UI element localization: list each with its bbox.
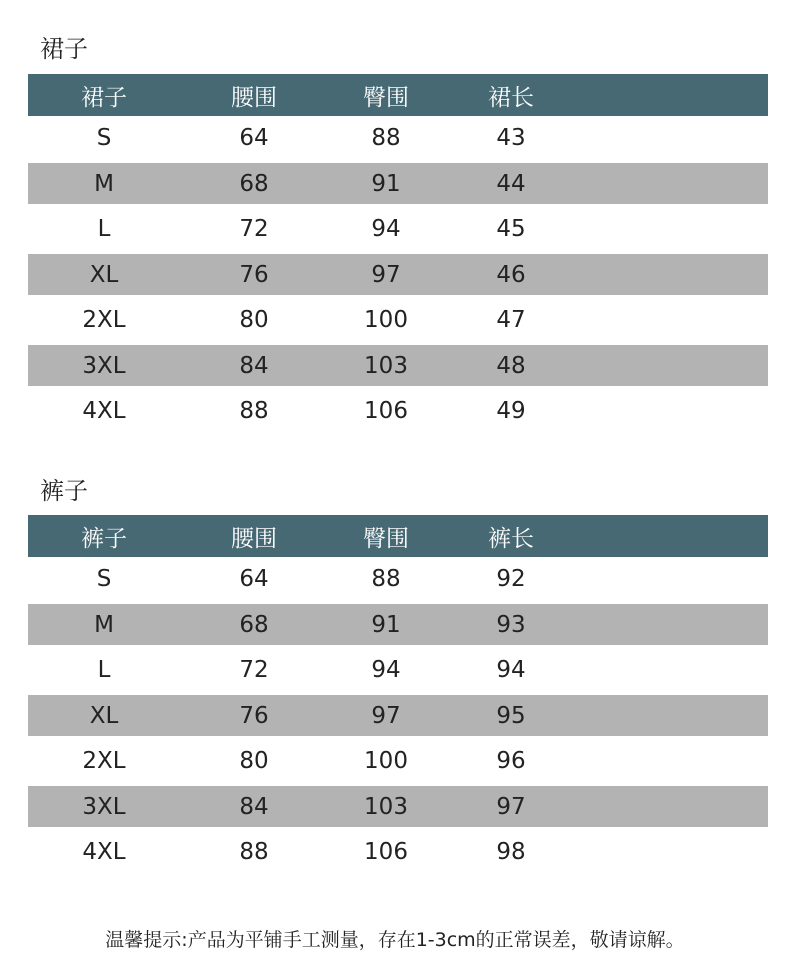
skirt-table-cell: 80 <box>239 307 269 333</box>
skirt-header-cell: 裙子 <box>81 84 127 111</box>
pants-table-cell: 76 <box>239 702 269 729</box>
pants-size-table <box>28 515 768 874</box>
pants-table-cell: 88 <box>239 839 269 865</box>
pants-table-cell: 96 <box>496 748 526 774</box>
skirt-header-cell: 裙长 <box>488 84 534 111</box>
pants-table-cell: 4XL <box>82 839 126 865</box>
pants-header-row <box>28 515 768 557</box>
pants-table-cell: M <box>94 611 114 638</box>
skirt-table-cell: 49 <box>496 398 526 424</box>
skirt-table-cell: M <box>94 170 114 197</box>
pants-table-cell: 3XL <box>82 793 126 820</box>
pants-table-row <box>28 557 768 601</box>
pants-table-cell: 68 <box>239 611 269 638</box>
skirt-table-cell: 45 <box>496 216 526 242</box>
pants-table-row <box>28 830 768 874</box>
pants-table-cell: 106 <box>364 839 408 865</box>
pants-table-cell: 97 <box>496 793 526 820</box>
skirt-table-cell: 100 <box>364 307 408 333</box>
skirt-table-row <box>28 116 768 160</box>
pants-section-title: 裤子 <box>40 477 88 505</box>
skirt-table-cell: 106 <box>364 398 408 424</box>
skirt-table-cell: L <box>97 216 111 242</box>
skirt-table-cell: XL <box>89 261 119 288</box>
pants-table-cell: 97 <box>371 702 401 729</box>
pants-table-cell: 80 <box>239 748 269 774</box>
pants-table-cell: 92 <box>496 566 526 592</box>
skirt-table-cell: 94 <box>371 216 401 242</box>
skirt-table-cell: S <box>96 125 112 151</box>
skirt-table-row <box>28 298 768 342</box>
skirt-size-table <box>28 74 768 433</box>
skirt-table-cell: 47 <box>496 307 526 333</box>
pants-table-cell: 72 <box>239 657 269 683</box>
skirt-header-cell: 腰围 <box>231 84 277 111</box>
pants-header-cell: 臀围 <box>363 525 409 552</box>
skirt-table-cell: 4XL <box>82 398 126 424</box>
skirt-table-cell: 97 <box>371 261 401 288</box>
skirt-table-cell: 46 <box>496 261 526 288</box>
skirt-table-cell: 68 <box>239 170 269 197</box>
skirt-table-cell: 3XL <box>82 352 126 379</box>
pants-table-cell: 91 <box>371 611 401 638</box>
skirt-table-row <box>28 207 768 251</box>
pants-header-cell: 裤长 <box>488 525 534 552</box>
pants-header-cell: 裤子 <box>81 525 127 552</box>
pants-table-cell: 94 <box>496 657 526 683</box>
skirt-table-cell: 103 <box>364 352 408 379</box>
skirt-table-cell: 91 <box>371 170 401 197</box>
skirt-table-row <box>28 345 768 386</box>
pants-table-cell: 2XL <box>82 748 126 774</box>
skirt-table-cell: 43 <box>496 125 526 151</box>
skirt-table-cell: 64 <box>239 125 269 151</box>
pants-table-row <box>28 648 768 692</box>
pants-table-cell: 84 <box>239 793 269 820</box>
pants-table-cell: 95 <box>496 702 526 729</box>
skirt-table-cell: 2XL <box>82 307 126 333</box>
pants-table-cell: 64 <box>239 566 269 592</box>
skirt-table-cell: 76 <box>239 261 269 288</box>
pants-table-row <box>28 786 768 827</box>
pants-table-cell: 98 <box>496 839 526 865</box>
pants-table-cell: XL <box>89 702 119 729</box>
skirt-table-cell: 88 <box>239 398 269 424</box>
pants-table-cell: 94 <box>371 657 401 683</box>
skirt-table-cell: 44 <box>496 170 526 197</box>
skirt-section-title: 裙子 <box>40 35 88 63</box>
pants-table-row <box>28 695 768 736</box>
skirt-header-cell: 臀围 <box>363 84 409 111</box>
pants-table-cell: 100 <box>364 748 408 774</box>
pants-table-cell: L <box>97 657 111 683</box>
pants-table-cell: 93 <box>496 611 526 638</box>
measurement-note: 温馨提示:产品为平铺手工测量，存在1-3cm的正常误差，敬请谅解。 <box>105 929 685 951</box>
pants-header-cell: 腰围 <box>231 525 277 552</box>
pants-table-cell: 103 <box>364 793 408 820</box>
skirt-table-cell: 72 <box>239 216 269 242</box>
skirt-table-cell: 84 <box>239 352 269 379</box>
skirt-header-row <box>28 74 768 116</box>
pants-table-row <box>28 739 768 783</box>
skirt-table-row <box>28 163 768 204</box>
pants-table-row <box>28 604 768 645</box>
pants-table-cell: S <box>96 566 112 592</box>
skirt-table-cell: 88 <box>371 125 401 151</box>
skirt-table-cell: 48 <box>496 352 526 379</box>
skirt-table-row <box>28 254 768 295</box>
pants-table-cell: 88 <box>371 566 401 592</box>
skirt-table-row <box>28 389 768 433</box>
